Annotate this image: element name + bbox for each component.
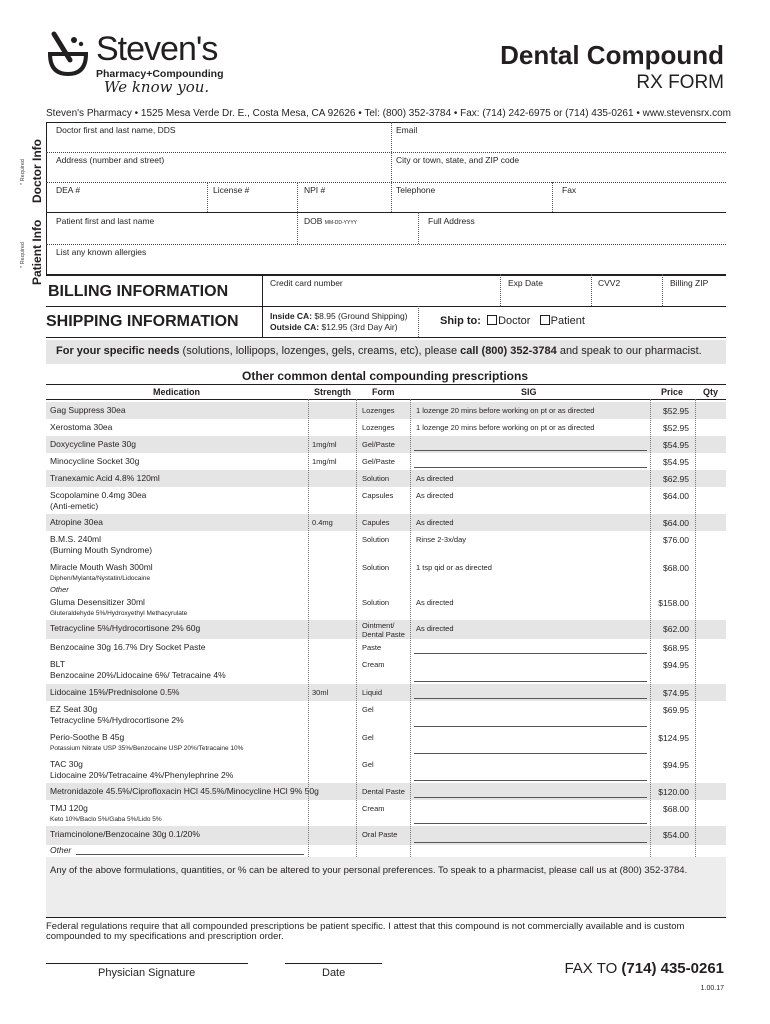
sig-input-line[interactable] bbox=[414, 698, 647, 699]
col-header-medication: Medication bbox=[153, 387, 201, 397]
physician-signature-line[interactable] bbox=[46, 963, 248, 964]
form-text: Capsules bbox=[362, 491, 394, 500]
ship-to-patient-checkbox[interactable] bbox=[540, 315, 550, 325]
form-text: Gel bbox=[362, 760, 374, 769]
col-separator bbox=[308, 399, 309, 857]
table-row[interactable] bbox=[46, 684, 726, 701]
sig-input-line[interactable] bbox=[414, 797, 647, 798]
sig-input-line[interactable] bbox=[414, 823, 647, 824]
price-value: $54.95 bbox=[663, 440, 689, 450]
sig-value: As directed bbox=[416, 491, 454, 500]
form-value bbox=[362, 598, 389, 607]
pharmacy-contact-line: Steven's Pharmacy • 1525 Mesa Verde Dr. E., Costa Mesa, CA 92626 • Tel: (800) 352-3784 • Fax: (714) 242-6975 or (714) 435-0261 • www.stevensrx.com bbox=[46, 108, 731, 119]
medication-name bbox=[50, 642, 205, 653]
patient-required-note: * Required bbox=[20, 242, 26, 268]
medication-name bbox=[50, 732, 243, 754]
medication-name bbox=[50, 562, 153, 595]
sig-value: Rinse 2-3x/day bbox=[416, 535, 467, 544]
strength-value: 1mg/ml bbox=[312, 457, 337, 466]
form-value bbox=[362, 660, 385, 669]
table-row[interactable] bbox=[46, 559, 726, 594]
shipping-inside-ca bbox=[270, 311, 408, 321]
sig-input-line[interactable] bbox=[414, 467, 647, 468]
field-divider bbox=[297, 212, 298, 244]
outside-ca-label: Outside CA: bbox=[270, 322, 320, 332]
fax-prefix: FAX TO bbox=[564, 960, 622, 977]
price-value: $68.00 bbox=[663, 804, 689, 814]
table-row[interactable] bbox=[46, 419, 726, 436]
medication-title: Lidocaine 15%/Prednisolone 0.5% bbox=[50, 687, 180, 697]
form-text: Gel/Paste bbox=[362, 457, 395, 466]
price-value: $120.00 bbox=[658, 787, 689, 797]
medication-other-note: Other bbox=[50, 585, 69, 594]
medication-ingredients: Gluteraldehyde 5%/Hydroxyethyl Methacyrulate bbox=[50, 610, 188, 617]
form-value bbox=[362, 760, 374, 769]
price-value: $158.00 bbox=[658, 598, 689, 608]
medication-title: Triamcinolone/Benzocaine 30g 0.1/20% bbox=[50, 829, 200, 839]
sig-value: As directed bbox=[416, 474, 454, 483]
sig-input-line[interactable] bbox=[414, 653, 647, 654]
price-value: $64.00 bbox=[663, 491, 689, 501]
sig-value: 1 tsp qid or as directed bbox=[416, 563, 492, 572]
form-text: Lozenges bbox=[362, 406, 395, 415]
field-divider bbox=[297, 182, 298, 212]
price-value: $94.95 bbox=[663, 760, 689, 770]
medication-name bbox=[50, 405, 126, 416]
fax-field[interactable]: Fax bbox=[562, 185, 577, 195]
table-row[interactable] bbox=[46, 487, 726, 514]
cvv-field[interactable]: CVV2 bbox=[598, 278, 621, 288]
medication-name bbox=[50, 759, 233, 781]
form-text: Dental Paste bbox=[362, 787, 405, 796]
medication-detail: Tetracycline 5%/Hydrocortisone 2% bbox=[50, 715, 184, 725]
form-text: Cream bbox=[362, 660, 385, 669]
form-text: Solution bbox=[362, 563, 390, 572]
col-header-price: Price bbox=[661, 387, 684, 397]
form-text: Capules bbox=[362, 518, 390, 527]
table-row[interactable] bbox=[46, 620, 726, 639]
patient-left-border bbox=[46, 212, 47, 274]
form-text: Gel bbox=[362, 733, 374, 742]
medication-title: TMJ 120g bbox=[50, 803, 88, 813]
fax-to bbox=[564, 960, 724, 977]
price-value: $68.95 bbox=[663, 643, 689, 653]
medication-name bbox=[50, 704, 184, 726]
medication-name bbox=[50, 473, 160, 484]
table-row[interactable] bbox=[46, 531, 726, 559]
medication-title: Metronidazole 45.5%/Ciprofloxacin HCl 45.5%/Minocycline HCl 9% 50g bbox=[50, 786, 319, 796]
needs-middle: (solutions, lollipops, lozenges, gels, creams, etc), please bbox=[179, 345, 461, 357]
table-row[interactable] bbox=[46, 514, 726, 531]
ship-to-label: Ship to: bbox=[440, 315, 481, 327]
ship-to-patient-label: Patient bbox=[550, 315, 585, 327]
form-value bbox=[362, 643, 381, 652]
form-title: Dental Compound bbox=[500, 40, 724, 70]
section-divider bbox=[46, 212, 726, 213]
medication-title: B.M.S. 240ml bbox=[50, 534, 102, 544]
form-text: Gel/Paste bbox=[362, 440, 395, 449]
table-row[interactable] bbox=[46, 453, 726, 470]
medication-title: Perio-Soothe B 45g bbox=[50, 732, 125, 742]
medication-ingredients: Diphen/Mylanta/Nystatin/Lidocaine bbox=[50, 575, 151, 582]
medication-title: Atropine 30ea bbox=[50, 517, 103, 527]
license-field[interactable]: License # bbox=[213, 185, 250, 195]
doctor-city-field[interactable]: City or town, state, and ZIP code bbox=[396, 155, 520, 165]
col-header-strength: Strength bbox=[314, 387, 351, 397]
telephone-field[interactable]: Telephone bbox=[396, 185, 436, 195]
section-divider bbox=[46, 274, 726, 276]
medication-title: TAC 30g bbox=[50, 759, 83, 769]
medication-name bbox=[50, 659, 226, 681]
medication-title: Benzocaine 30g 16.7% Dry Socket Paste bbox=[50, 642, 206, 652]
form-value bbox=[362, 474, 389, 483]
needs-call: call (800) 352-3784 bbox=[460, 345, 557, 357]
table-row[interactable] bbox=[46, 594, 726, 620]
table-row[interactable] bbox=[46, 402, 726, 419]
sig-input-line[interactable] bbox=[414, 726, 647, 727]
table-row[interactable] bbox=[46, 826, 726, 845]
medication-detail: Lidocaine 20%/Tetracaine 4%/Phenylephrine 2% bbox=[50, 770, 234, 780]
strength-value: 1mg/ml bbox=[312, 440, 337, 449]
sig-value: 1 lozenge 20 mins before working on pt or as directed bbox=[416, 423, 595, 432]
medication-name bbox=[50, 439, 136, 450]
price-value: $64.00 bbox=[663, 518, 689, 528]
medication-detail: Benzocaine 20%/Lidocaine 6%/ Tetracaine 4% bbox=[50, 670, 226, 680]
medication-name bbox=[50, 623, 200, 634]
field-divider bbox=[552, 182, 553, 212]
form-value bbox=[362, 621, 405, 639]
strength-value: 0.4mg bbox=[312, 518, 333, 527]
price-value: $54.00 bbox=[663, 830, 689, 840]
brand-name: Steven's bbox=[96, 30, 218, 68]
medication-title: Gluma Desensitizer 30ml bbox=[50, 597, 145, 607]
alteration-note: Any of the above formulations, quantities, or % can be altered to your personal preferences. To speak to a pharmacist, please call us at (800) 352-3784. bbox=[50, 865, 688, 876]
field-divider bbox=[418, 306, 419, 337]
field-divider bbox=[391, 182, 392, 212]
field-divider bbox=[262, 306, 263, 337]
medication-title: Scopolamine 0.4mg 30ea bbox=[50, 490, 147, 500]
doctor-name-field[interactable]: Doctor first and last name, DDS bbox=[56, 125, 176, 135]
form-text: Solution bbox=[362, 535, 390, 544]
form-value bbox=[362, 518, 390, 527]
table-row[interactable] bbox=[46, 783, 726, 800]
form-value bbox=[362, 457, 395, 466]
col-separator bbox=[410, 399, 411, 857]
form-value bbox=[362, 423, 395, 432]
price-value: $54.95 bbox=[663, 457, 689, 467]
table-row[interactable] bbox=[46, 436, 726, 453]
physician-signature-label: Physician Signature bbox=[98, 967, 196, 979]
form-value bbox=[362, 491, 393, 500]
form-value bbox=[362, 440, 395, 449]
table-row[interactable] bbox=[46, 701, 726, 729]
medication-name bbox=[50, 597, 187, 619]
table-row[interactable] bbox=[46, 639, 726, 656]
needs-tail: and speak to our pharmacist. bbox=[556, 345, 702, 357]
brand-tagline: We know you. bbox=[104, 78, 210, 96]
dea-field[interactable]: DEA # bbox=[56, 185, 81, 195]
form-value bbox=[362, 535, 389, 544]
form-text: Liquid bbox=[362, 688, 383, 697]
section-divider bbox=[46, 337, 726, 338]
form-subtitle: RX FORM bbox=[636, 72, 724, 93]
row-divider bbox=[46, 182, 726, 183]
price-value: $52.95 bbox=[663, 423, 689, 433]
form-text: Ointment/ bbox=[362, 621, 395, 630]
price-value: $69.95 bbox=[663, 705, 689, 715]
ship-to-doctor-label: Doctor bbox=[498, 315, 531, 327]
price-value: $52.95 bbox=[663, 406, 689, 416]
form-text: Oral Paste bbox=[362, 830, 398, 839]
outside-ca-value: $12.95 (3rd Day Air) bbox=[321, 322, 398, 332]
form-value bbox=[362, 563, 389, 572]
col-separator bbox=[650, 399, 651, 857]
medication-name bbox=[50, 786, 319, 797]
medication-title: Minocycline Socket 30g bbox=[50, 456, 140, 466]
other-medication-label: Other bbox=[50, 845, 72, 855]
medication-ingredients: Keto 10%/Baclo 5%/Gaba 5%/Lido 5% bbox=[50, 816, 162, 823]
price-value: $94.95 bbox=[663, 660, 689, 670]
sig-input-line[interactable] bbox=[414, 450, 647, 451]
doctor-address-field[interactable]: Address (number and street) bbox=[56, 155, 165, 165]
form-value bbox=[362, 688, 382, 697]
notes-divider bbox=[46, 917, 726, 918]
medication-name bbox=[50, 490, 146, 512]
table-top-rule bbox=[46, 384, 726, 385]
shipping-outside-ca bbox=[270, 322, 398, 332]
credit-card-field[interactable]: Credit card number bbox=[270, 278, 343, 288]
inside-ca-value: $8.95 (Ground Shipping) bbox=[314, 311, 408, 321]
table-row[interactable] bbox=[46, 656, 726, 684]
medication-name bbox=[50, 829, 200, 840]
form-text: Lozenges bbox=[362, 423, 395, 432]
doctor-info-label: Doctor Info bbox=[30, 139, 44, 203]
other-medication-input[interactable] bbox=[76, 854, 304, 855]
form-value bbox=[362, 406, 395, 415]
dob-format-hint: MM-DD-YYYY bbox=[324, 220, 358, 226]
fax-number: (714) 435-0261 bbox=[621, 960, 724, 977]
medication-title: Gag Suppress 30ea bbox=[50, 405, 126, 415]
table-row[interactable] bbox=[46, 800, 726, 826]
form-text: Cream bbox=[362, 804, 385, 813]
sig-input-line[interactable] bbox=[414, 753, 647, 754]
table-row[interactable] bbox=[46, 470, 726, 487]
medication-title: Doxycycline Paste 30g bbox=[50, 439, 136, 449]
patient-address-field[interactable]: Full Address bbox=[428, 216, 475, 226]
form-version: 1.00.17 bbox=[700, 985, 724, 992]
dob-label: DOB bbox=[304, 216, 323, 226]
medication-detail: (Burning Mouth Syndrome) bbox=[50, 545, 153, 555]
price-value: $62.95 bbox=[663, 474, 689, 484]
medication-title: Tetracycline 5%/Hydrocortisone 2% 60g bbox=[50, 623, 201, 633]
strength-value: 30ml bbox=[312, 688, 329, 697]
doctor-email-field[interactable]: Email bbox=[396, 125, 418, 135]
sig-input-line[interactable] bbox=[414, 842, 647, 843]
field-divider bbox=[591, 274, 592, 306]
field-divider bbox=[500, 274, 501, 306]
form-text: Paste bbox=[362, 643, 382, 652]
sig-value: As directed bbox=[416, 598, 454, 607]
form-text: Solution bbox=[362, 598, 390, 607]
table-row[interactable] bbox=[46, 729, 726, 756]
ship-to-doctor-checkbox[interactable] bbox=[487, 315, 497, 325]
patient-info-label: Patient Info bbox=[30, 219, 44, 285]
billing-zip-field[interactable]: Billing ZIP bbox=[670, 278, 709, 288]
dob-field[interactable] bbox=[304, 216, 357, 226]
medication-title: Miracle Mouth Wash 300ml bbox=[50, 562, 153, 572]
medication-detail: (Anti-emetic) bbox=[50, 501, 99, 511]
medication-title: Tranexamic Acid 4.8% 120ml bbox=[50, 473, 160, 483]
field-divider bbox=[262, 274, 263, 306]
sig-value: As directed bbox=[416, 624, 454, 633]
inside-ca-label: Inside CA: bbox=[270, 311, 313, 321]
prescriptions-table-title: Other common dental compounding prescriptions bbox=[241, 369, 529, 383]
medication-name bbox=[50, 456, 139, 467]
col-separator bbox=[695, 399, 696, 857]
patient-name-field[interactable]: Patient first and last name bbox=[56, 216, 155, 226]
form-value bbox=[362, 830, 397, 839]
needs-lead: For your specific needs bbox=[56, 345, 180, 357]
price-value: $124.95 bbox=[658, 733, 689, 743]
price-value: $76.00 bbox=[663, 535, 689, 545]
col-separator bbox=[356, 399, 357, 857]
form-text: Solution bbox=[362, 474, 390, 483]
field-divider bbox=[662, 274, 663, 306]
federal-attestation: Federal regulations require that all compounded prescriptions be patient specific. I attest that this compound is not commercially available and is custom compounded to my specifications and prescription order. bbox=[46, 921, 685, 942]
medication-title: Xerostoma 30ea bbox=[50, 422, 113, 432]
form-value bbox=[362, 705, 374, 714]
table-row[interactable] bbox=[46, 756, 726, 783]
doctor-left-border bbox=[46, 122, 47, 212]
sig-value: 1 lozenge 20 mins before working on pt or as directed bbox=[416, 406, 595, 415]
brand-subtitle: Pharmacy+Compounding bbox=[96, 68, 224, 80]
field-divider bbox=[391, 152, 392, 182]
medication-name bbox=[50, 687, 179, 698]
doctor-required-note: * Required bbox=[20, 159, 26, 185]
form-text-2: Dental Paste bbox=[362, 630, 405, 639]
form-value bbox=[362, 787, 405, 796]
medication-name bbox=[50, 517, 103, 528]
specific-needs-banner bbox=[46, 340, 726, 364]
form-value bbox=[362, 733, 374, 742]
ship-to-group bbox=[440, 315, 585, 327]
price-value: $62.00 bbox=[663, 624, 689, 634]
date-line[interactable] bbox=[285, 963, 382, 964]
form-value bbox=[362, 804, 385, 813]
field-divider bbox=[391, 122, 392, 152]
section-divider bbox=[46, 306, 726, 307]
row-divider bbox=[46, 244, 726, 245]
sig-value: As directed bbox=[416, 518, 454, 527]
col-header-form: Form bbox=[372, 387, 395, 397]
col-header-sig: SIG bbox=[521, 387, 537, 397]
form-text: Gel bbox=[362, 705, 374, 714]
npi-field[interactable]: NPI # bbox=[304, 185, 326, 195]
sig-input-line[interactable] bbox=[414, 681, 647, 682]
medication-ingredients: Potassium Nitrate USP 35%/Benzocaine USP 20%/Tetracaine 10% bbox=[50, 745, 244, 752]
mortar-pestle-logo-icon bbox=[44, 30, 92, 78]
row-divider bbox=[46, 152, 726, 153]
medication-title: EZ Seat 30g bbox=[50, 704, 98, 714]
medication-name bbox=[50, 422, 112, 433]
medication-name bbox=[50, 803, 162, 825]
field-divider bbox=[207, 182, 208, 212]
field-divider bbox=[418, 212, 419, 244]
exp-date-field[interactable]: Exp Date bbox=[508, 278, 543, 288]
table-header-rule bbox=[46, 399, 726, 400]
medication-title: BLT bbox=[50, 659, 65, 669]
medication-name bbox=[50, 534, 152, 556]
price-value: $74.95 bbox=[663, 688, 689, 698]
price-value: $68.00 bbox=[663, 563, 689, 573]
date-label: Date bbox=[322, 967, 346, 979]
header-divider bbox=[46, 122, 726, 123]
shipping-heading: SHIPPING INFORMATION bbox=[46, 313, 239, 330]
col-header-qty: Qty bbox=[703, 387, 719, 397]
allergies-field[interactable]: List any known allergies bbox=[56, 247, 147, 257]
billing-heading: BILLING INFORMATION bbox=[48, 283, 229, 300]
sig-input-line[interactable] bbox=[414, 780, 647, 781]
